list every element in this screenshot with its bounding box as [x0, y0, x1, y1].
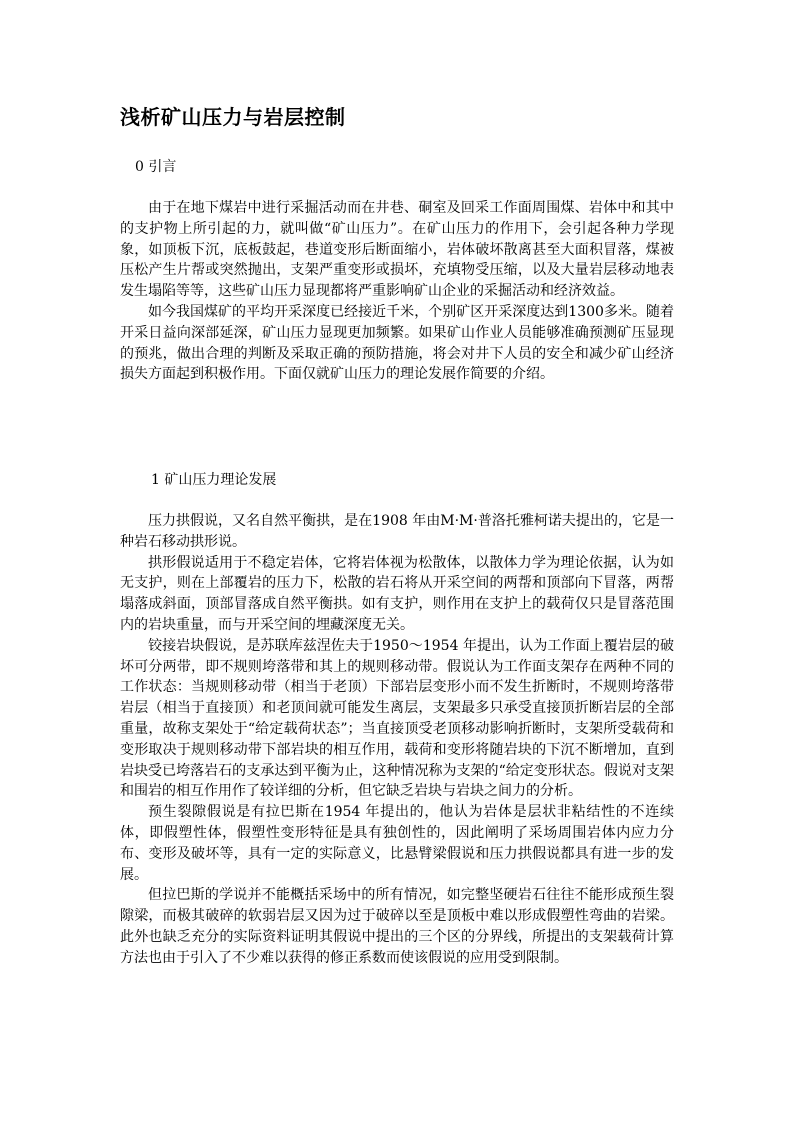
paragraph: 预生裂隙假说是有拉巴斯在1954 年提出的，他认为岩体是层状非粘结性的不连续体，即假塑性体，假塑性变形特征是具有独创性的，因此阐明了采场周围岩体内应力分布、变形及破坏等，具有一定的实际意义，比悬臂梁假说和压力拱假说都具有进一步的发展。	[120, 804, 674, 883]
section-heading-introduction: 0 引言	[135, 159, 177, 175]
paragraph: 如今我国煤矿的平均开采深度已经接近千米，个别矿区开采深度达到1300多米。随着开采日益向深部延深，矿山压力显现更加频繁。如果矿山作业人员能够准确预测矿压显现的预兆，做出合理的判断及采取正确的预防措施，将会对井下人员的安全和减少矿山经济损失方面起到积极作用。下面仅就矿山压力的理论发展作简要的介绍。	[120, 303, 674, 383]
paragraph: 拱形假说适用于不稳定岩体，它将岩体视为松散体，以散体力学为理论依据，认为如无支护，则在上部覆岩的压力下，松散的岩石将从开采空间的两帮和顶部向下冒落，两帮塌落成斜面，顶部冒落成自然平衡拱。如有支护，则作用在支护上的载荷仅只是冒落范围内的岩块重量，而与开采空间的埋藏深度无关。	[120, 554, 674, 633]
paragraph: 铰接岩块假说，是苏联库兹涅佐夫于1950～1954 年提出，认为工作面上覆岩层的破坏可分两带，即不规则垮落带和其上的规则移动带。假说认为工作面支架存在两种不同的工作状态：当规则移动带（相当于老顶）下部岩层变形小而不发生折断时，不规则垮落带岩层（相当于直接顶）和老顶间就可能发生离层，支架最多只承受直接顶折断岩层的全部重量，故称支架处于“给定载荷状态”；当直接顶受老顶移动影响折断时，支架所受载荷和变形取决于规则移动带下部岩块的相互作用，载荷和变形将随岩块的下沉不断增加，直到岩块受已垮落岩石的支承达到平衡为止，这种情况称为支架的“给定变形状态。假说对支架和围岩的相互作用作了较详细的分析，但它缺乏岩块与岩块之间力的分析。	[120, 637, 674, 800]
section-body-introduction	[120, 198, 674, 385]
paragraph: 由于在地下煤岩中进行采掘活动而在井巷、硐室及回采工作面周围煤、岩体中和其中的支护物上所引起的力，就叫做“矿山压力”。在矿山压力的作用下，会引起各种力学现象，如顶板下沉，底板鼓起，巷道变形后断面缩小，岩体破坏散离甚至大面积冒落，煤被压松产生片帮或突然抛出，支架严重变形或损坏，充填物受压缩，以及大量岩层移动地表发生塌陷等等，这些矿山压力显现都将严重影响矿山企业的采掘活动和经济效益。	[120, 200, 674, 300]
section-body-theory-development	[120, 511, 674, 969]
paragraph: 压力拱假说，又名自然平衡拱，是在1908 年由M·M·普洛托雅柯诺夫提出的，它是一种岩石移动拱形说。	[120, 513, 674, 550]
section-heading-theory-development: 1 矿山压力理论发展	[151, 472, 277, 488]
paragraph: 但拉巴斯的学说并不能概括采场中的所有情况，如完整坚硬岩石往往不能形成预生裂隙梁，而极其破碎的软弱岩层又因为过于破碎以至是顶板中难以形成假塑性弯曲的岩梁。此外也缺乏充分的实际资料证明其假说中提出的三个区的分界线，所提出的支架载荷计算方法也由于引入了不少难以获得的修正系数而使该假说的应用受到限制。	[120, 887, 674, 966]
document-title: 浅析矿山压力与岩层控制	[120, 105, 346, 129]
